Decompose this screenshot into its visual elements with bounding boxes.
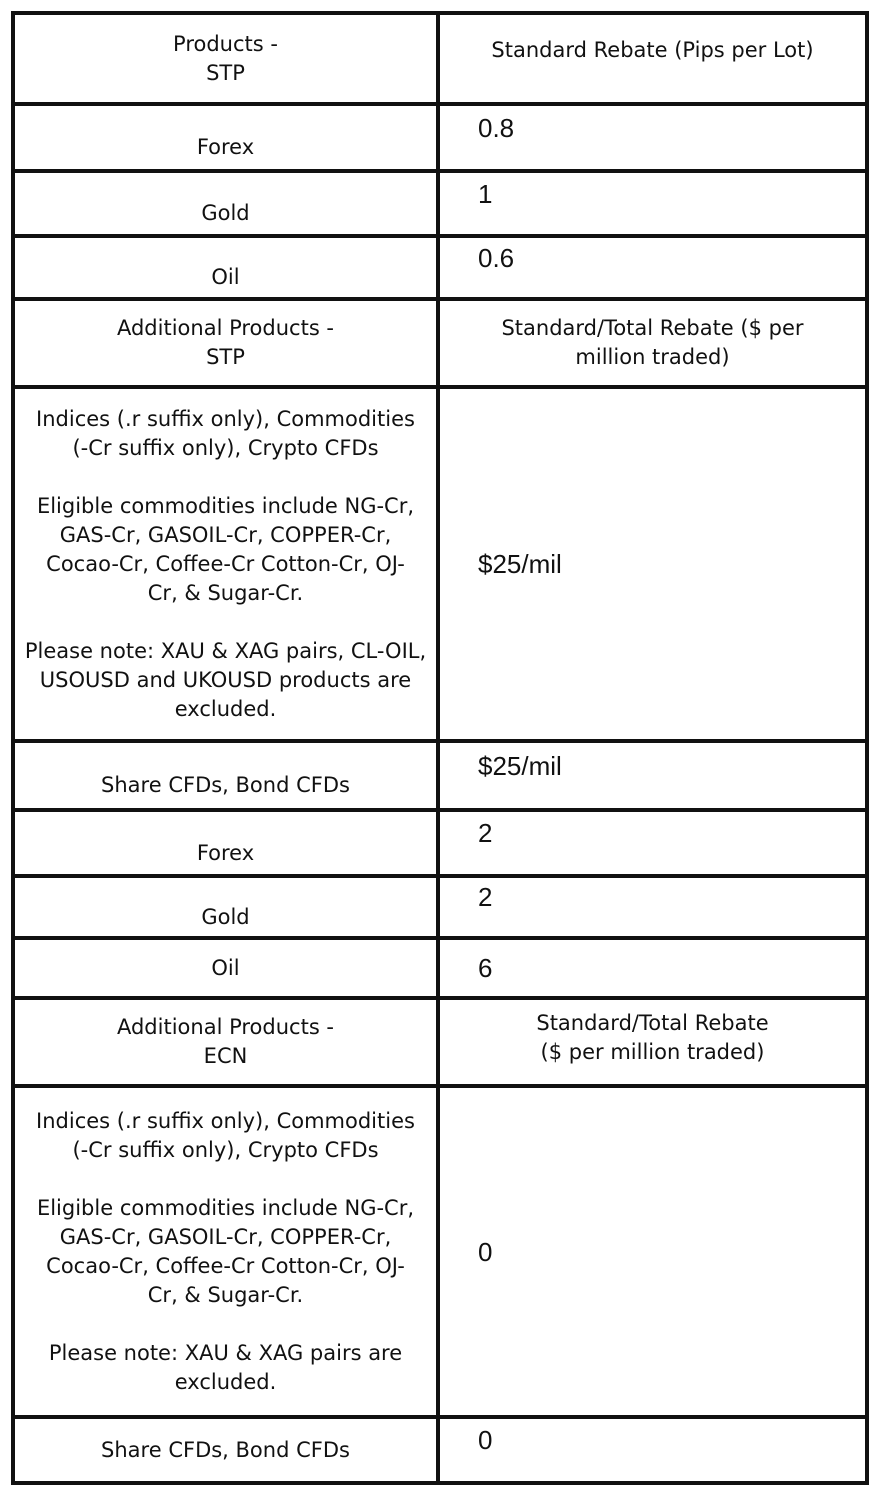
product-cell bbox=[13, 1086, 438, 1417]
value-header-text: Standard/Total Rebate ($ per million traded) bbox=[536, 1011, 769, 1064]
product-text: Additional Products - STP bbox=[116, 316, 335, 369]
product-text: Products - STP bbox=[173, 31, 278, 85]
table-row bbox=[13, 1417, 867, 1483]
value-text: 1 bbox=[478, 178, 493, 209]
value-header-text: Standard Rebate (Pips per Lot) bbox=[491, 38, 814, 62]
value-text: 0.8 bbox=[478, 112, 515, 143]
value-text: 6 bbox=[478, 953, 493, 983]
table-row bbox=[13, 236, 867, 299]
product-cell bbox=[13, 741, 438, 810]
value-cell bbox=[438, 741, 867, 810]
value-text: 2 bbox=[478, 882, 493, 912]
table-row bbox=[13, 741, 867, 810]
value-cell bbox=[438, 1086, 867, 1417]
value-header-cell bbox=[438, 13, 867, 104]
product-cell bbox=[13, 104, 438, 171]
value-text: 0 bbox=[478, 1425, 493, 1455]
value-cell bbox=[438, 387, 867, 741]
rebate-table bbox=[11, 11, 869, 1485]
value-cell bbox=[438, 876, 867, 938]
value-text: 0.6 bbox=[478, 242, 515, 273]
value-cell bbox=[438, 938, 867, 998]
table-row bbox=[13, 13, 867, 104]
table-row bbox=[13, 387, 867, 741]
product-text: Additional Products - ECN bbox=[116, 1015, 335, 1068]
table-row bbox=[13, 171, 867, 236]
value-header-text: Standard/Total Rebate ($ per million traded) bbox=[501, 316, 804, 369]
value-text: $25/mil bbox=[478, 750, 562, 781]
value-cell bbox=[438, 810, 867, 876]
value-text: 2 bbox=[478, 818, 493, 848]
table-row bbox=[13, 876, 867, 938]
product-cell bbox=[13, 998, 438, 1086]
product-cell bbox=[13, 236, 438, 299]
table-row bbox=[13, 998, 867, 1086]
table-row bbox=[13, 810, 867, 876]
product-cell bbox=[13, 810, 438, 876]
product-text: Share CFDs, Bond CFDs bbox=[101, 1437, 350, 1462]
product-text: Share CFDs, Bond CFDs bbox=[101, 773, 350, 797]
product-text: Indices (.r suffix only), Commodities (-Cr suffix only), Crypto CFDs Eligible commodities include NG-Cr, GAS-Cr, GASOIL-Cr, COPPER-Cr, Cocao-Cr, Coffee-Cr Cotton-Cr, OJ- Cr, & Sugar-Cr. Please note: XAU & XAG pairs, CL-OIL, USOUSD and UKOUSD products are excluded. bbox=[24, 406, 427, 721]
product-text: Gold bbox=[201, 201, 250, 225]
table-row bbox=[13, 104, 867, 171]
value-cell bbox=[438, 236, 867, 299]
value-cell bbox=[438, 171, 867, 236]
product-cell bbox=[13, 387, 438, 741]
table-row bbox=[13, 299, 867, 387]
product-text: Forex bbox=[196, 840, 255, 865]
product-text: Indices (.r suffix only), Commodities (-Cr suffix only), Crypto CFDs Eligible commodities include NG-Cr, GAS-Cr, GASOIL-Cr, COPPER-Cr, Cocao-Cr, Coffee-Cr Cotton-Cr, OJ- Cr, & Sugar-Cr. Please note: XAU & XAG pairs are excluded. bbox=[36, 1108, 415, 1394]
table-row bbox=[13, 938, 867, 998]
product-text: Oil bbox=[211, 265, 240, 289]
product-cell bbox=[13, 876, 438, 938]
value-text: $25/mil bbox=[478, 549, 562, 579]
product-cell bbox=[13, 171, 438, 236]
table-row bbox=[13, 1086, 867, 1417]
value-cell bbox=[438, 104, 867, 171]
value-cell bbox=[438, 1417, 867, 1483]
product-cell bbox=[13, 13, 438, 104]
value-text: 0 bbox=[478, 1236, 493, 1267]
product-cell bbox=[13, 938, 438, 998]
product-text: Gold bbox=[201, 904, 250, 929]
product-text: Forex bbox=[196, 135, 255, 159]
value-header-cell bbox=[438, 998, 867, 1086]
product-cell bbox=[13, 299, 438, 387]
product-text: Oil bbox=[211, 955, 240, 980]
product-cell bbox=[13, 1417, 438, 1483]
value-header-cell bbox=[438, 299, 867, 387]
